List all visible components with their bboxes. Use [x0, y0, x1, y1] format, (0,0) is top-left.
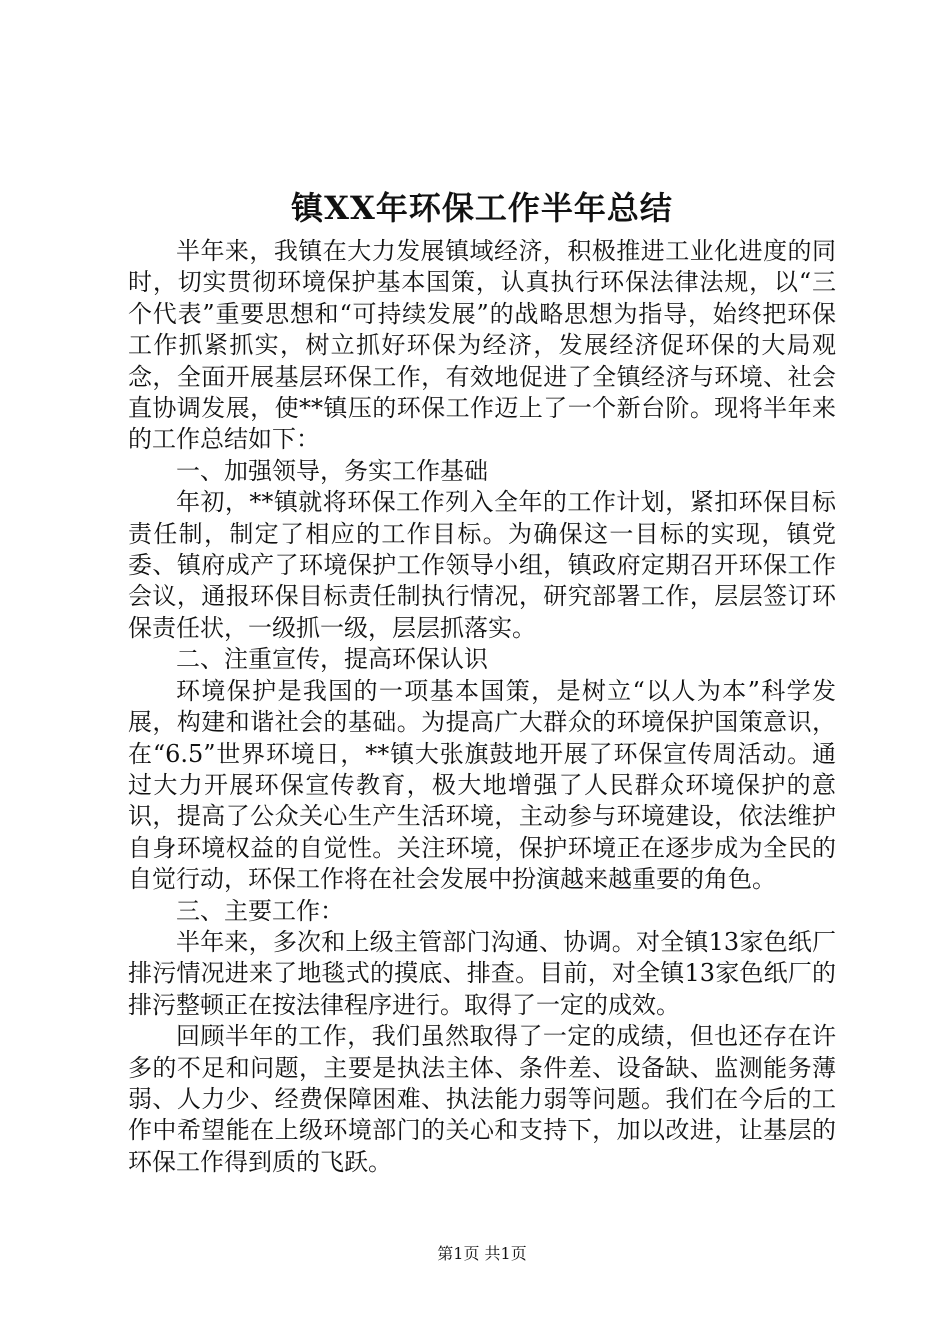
document-body — [128, 236, 836, 1178]
section-heading-2: 二、注重宣传，提高环保认识 — [176, 645, 488, 674]
page-number-footer: 第1页 共1页 — [437, 1244, 527, 1263]
section-paragraph-3: 半年来，多次和上级主管部门沟通、协调。对全镇13家色纸厂排污情况进来了地毯式的摸底、排查。目前，对全镇13家色纸厂的排污整顿正在按法律程序进行。取得了一定的成效。 — [128, 927, 836, 1019]
section-paragraph-1: 年初，**镇就将环保工作列入全年的工作计划，紧扣环保目标责任制，制定了相应的工作目标。为确保这一目标的实现，镇党委、镇府成产了环境保护工作领导小组，镇政府定期召开环保工作会议，通报环保目标责任制执行情况，研究部署工作，层层签订环保责任状，一级抓一级，层层抓落实。 — [128, 488, 836, 642]
section-heading-3: 三、主要工作： — [176, 896, 344, 925]
conclusion-paragraph: 回顾半年的工作，我们虽然取得了一定的成绩，但也还存在许多的不足和问题，主要是执法主体、条件差、设备缺、监测能务薄弱、人力少、经费保障困难、执法能力弱等问题。我们在今后的工作中希望能在上级环境部门的关心和支持下，加以改进，让基层的环保工作得到质的飞跃。 — [128, 1022, 836, 1176]
document-page — [128, 0, 836, 1344]
document-title: 镇XX年环保工作半年总结 — [291, 189, 673, 227]
section-heading-1: 一、加强领导，务实工作基础 — [176, 456, 488, 485]
intro-paragraph: 半年来，我镇在大力发展镇域经济，积极推进工业化进度的同时，切实贯彻环境保护基本国策，认真执行环保法律法规，以“三个代表”重要思想和“可持续发展”的战略思想为指导，始终把环保工作抓紧抓实，树立抓好环保为经济，发展经济促环保的大局观念，全面开展基层环保工作，有效地促进了全镇经济与环境、社会直协调发展，使**镇压的环保工作迈上了一个新台阶。现将半年来的工作总结如下： — [128, 237, 836, 454]
section-paragraph-2: 环境保护是我国的一项基本国策，是树立“以人为本”科学发展，构建和谐社会的基础。为提高广大群众的环境保护国策意识，在“6.5”世界环境日，**镇大张旗鼓地开展了环保宣传周活动。通过大力开展环保宣传教育，极大地增强了人民群众环境保护的意识，提高了公众关心生产生活环境，主动参与环境建设，依法维护自身环境权益的自觉性。关注环境，保护环境正在逐步成为全民的自觉行动，环保工作将在社会发展中扮演越来越重要的角色。 — [128, 676, 836, 894]
